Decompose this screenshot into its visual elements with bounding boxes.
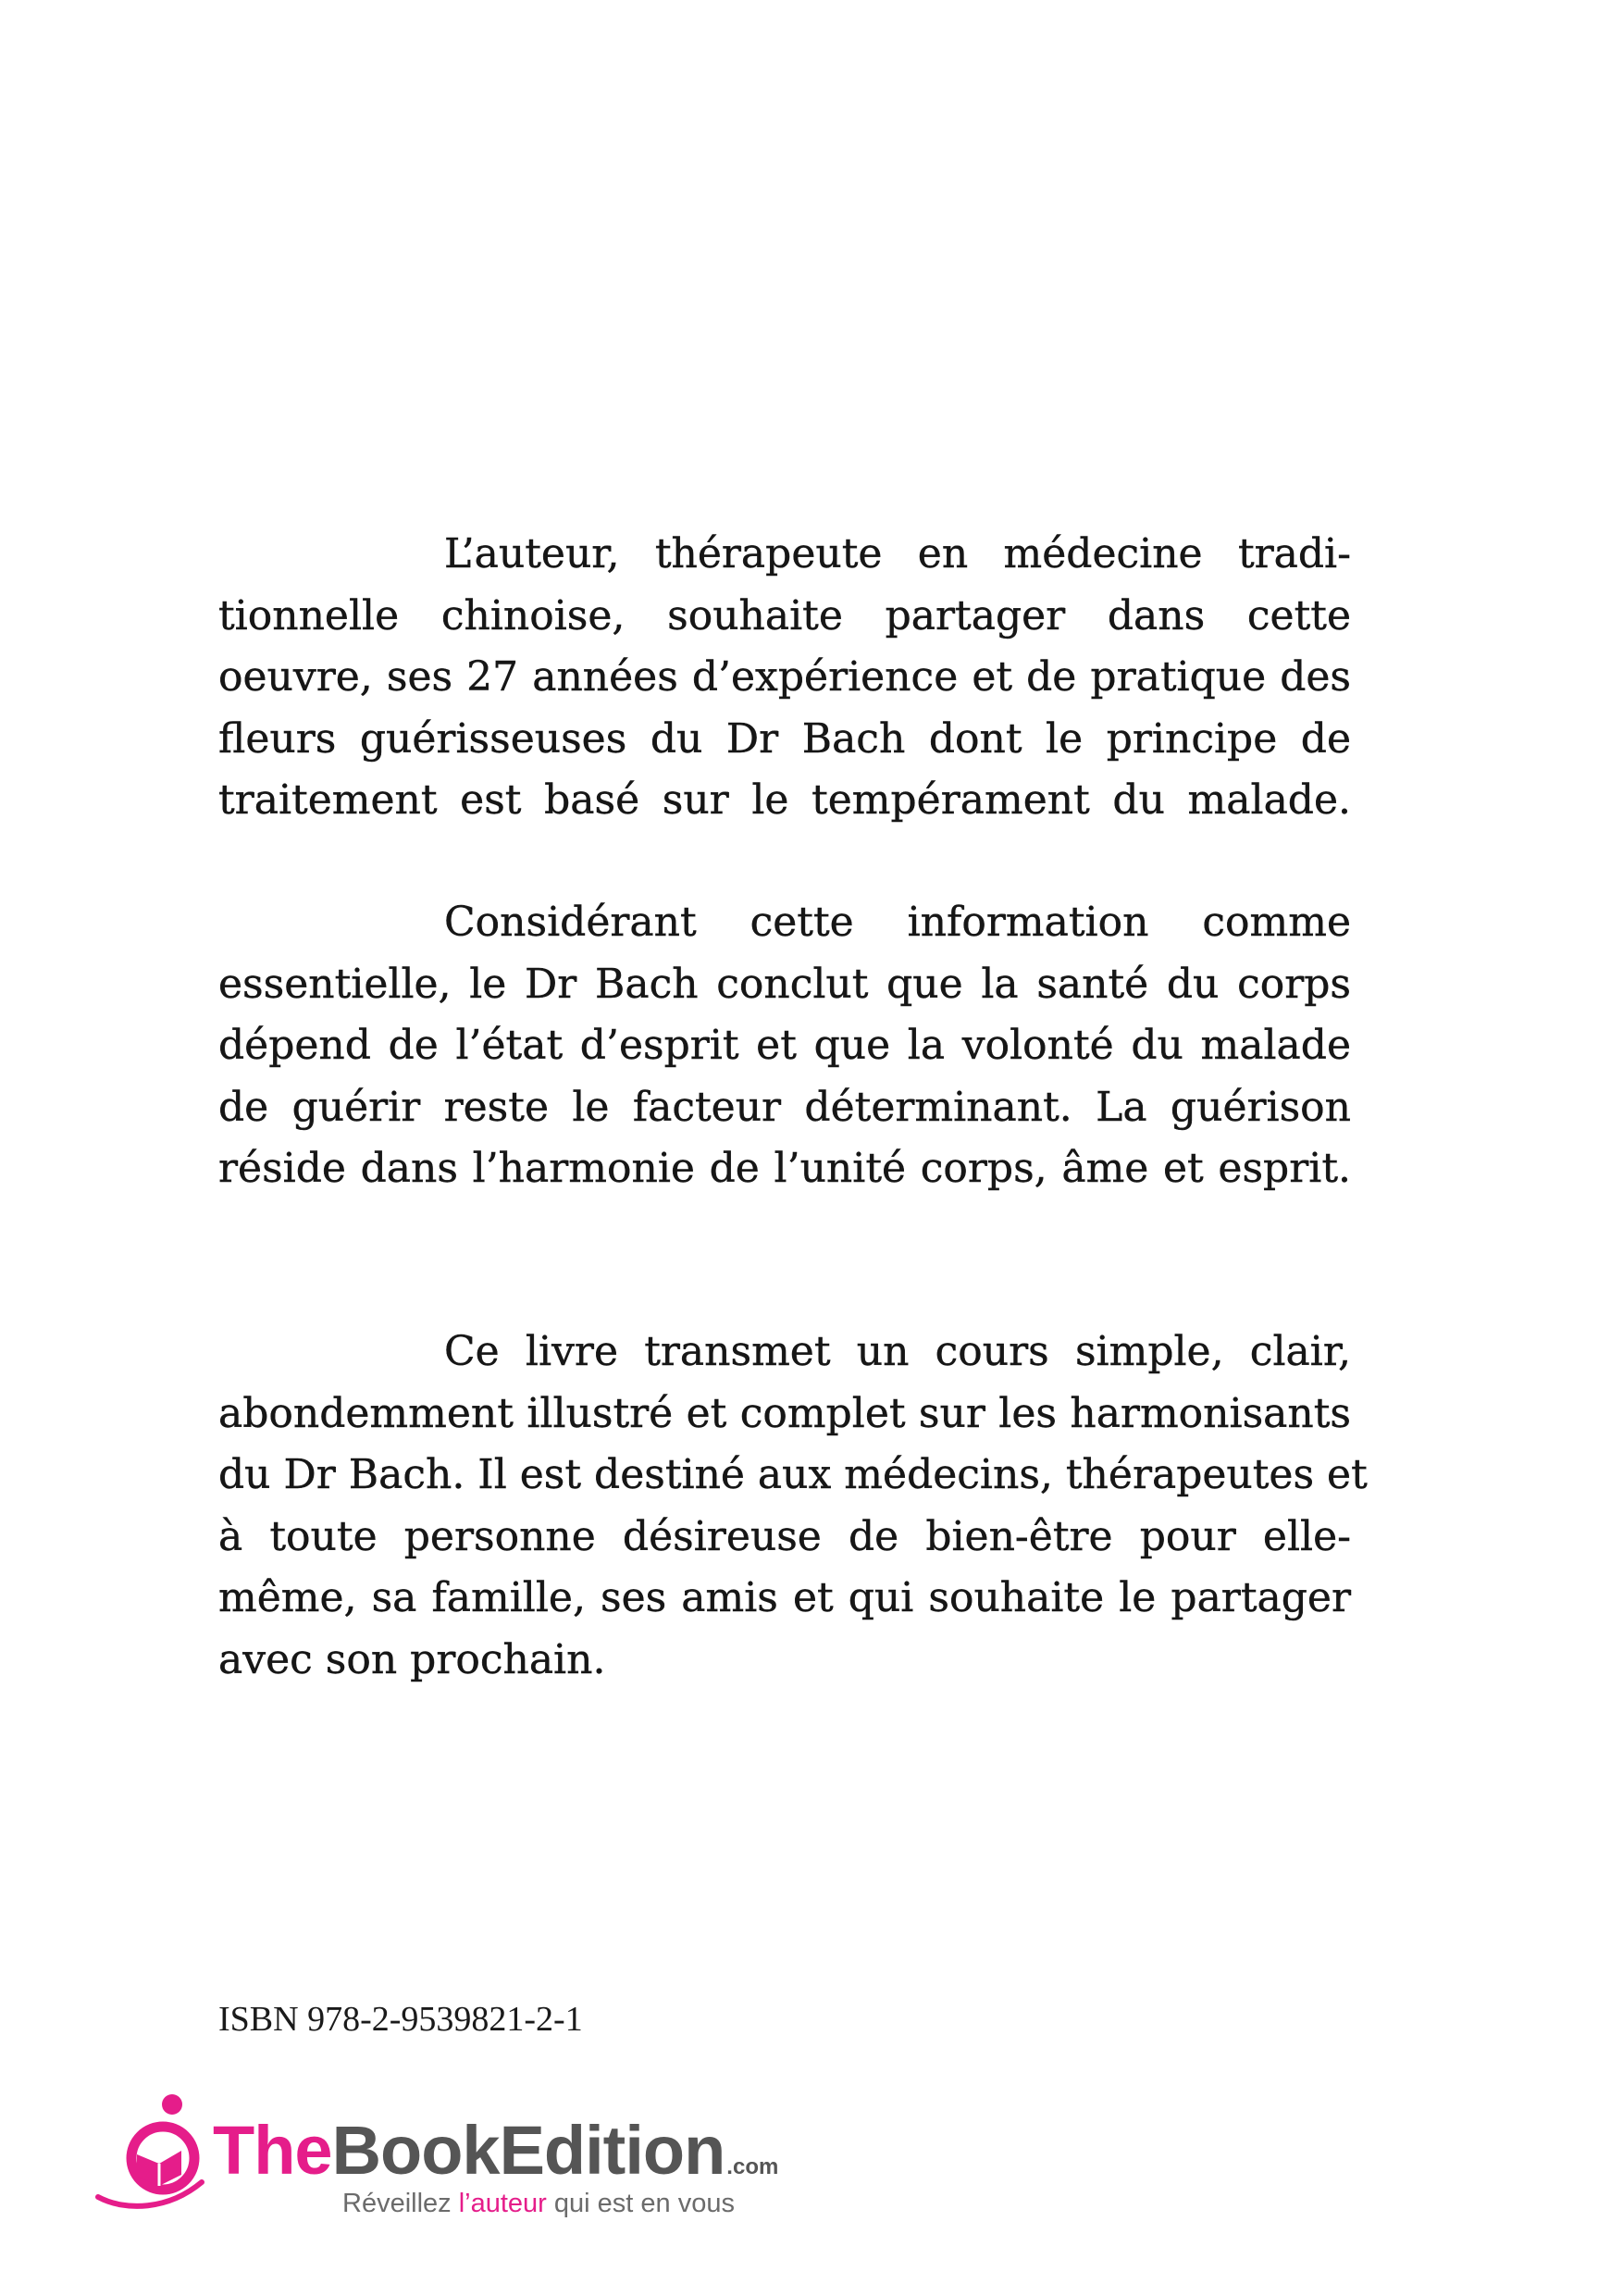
wordmark-edition: Edition [499, 2112, 725, 2189]
blurb-line: dépend de l’état d’esprit et que la volonté du malade [218, 1022, 1351, 1069]
blurb-line: à toute personne désireuse de bien-être pour elle- [218, 1512, 1351, 1560]
blurb-line: essentielle, le Dr Bach conclut que la santé du corps [218, 960, 1351, 1008]
blurb-paragraph-1 [218, 524, 1351, 832]
tagline-end: qui est en vous [546, 2189, 735, 2218]
blurb-line: du Dr Bach. Il est destiné aux médecins, thérapeutes et [218, 1451, 1368, 1498]
publisher-logo [91, 2090, 849, 2219]
blurb-paragraph-2 [218, 892, 1351, 1200]
person-reading-icon [91, 2090, 211, 2219]
blurb-line: réside dans l’harmonie de l’unité corps, âme et esprit. [218, 1145, 1351, 1192]
blurb-line: Considérant cette information comme [444, 899, 1351, 946]
blurb-line: tionnelle chinoise, souhaite partager dans cette [218, 591, 1351, 639]
blurb-line: de guérir reste le facteur déterminant. La guérison [218, 1083, 1351, 1131]
wordmark-domain: .com [726, 2154, 779, 2179]
blurb-line: L’auteur, thérapeute en médecine tradi- [444, 530, 1351, 577]
blurb-line: abondemment illustré et complet sur les harmonisants [218, 1389, 1351, 1437]
blurb-line: fleurs guérisseuses du Dr Bach dont le principe de [218, 714, 1351, 763]
blurb-line: avec son prochain. [218, 1635, 606, 1683]
publisher-tagline [342, 2188, 735, 2219]
tagline-highlight: l’auteur [458, 2189, 547, 2218]
wordmark-the: The [213, 2112, 332, 2189]
isbn-number: ISBN 978-2-9539821-2-1 [218, 2000, 583, 2039]
tagline-start: Réveillez [342, 2189, 459, 2218]
wordmark-book: Book [331, 2112, 500, 2189]
blurb-line: Ce livre transmet un cours simple, clair, [444, 1328, 1351, 1375]
blurb-line: même, sa famille, ses amis et qui souhaite le partager [218, 1574, 1351, 1621]
blurb-paragraph-3 [218, 1322, 1368, 1691]
blurb-line: traitement est basé sur le tempérament du malade. [218, 776, 1351, 824]
blurb-line: oeuvre, ses 27 années d’expérience et de pratique des [218, 653, 1351, 701]
